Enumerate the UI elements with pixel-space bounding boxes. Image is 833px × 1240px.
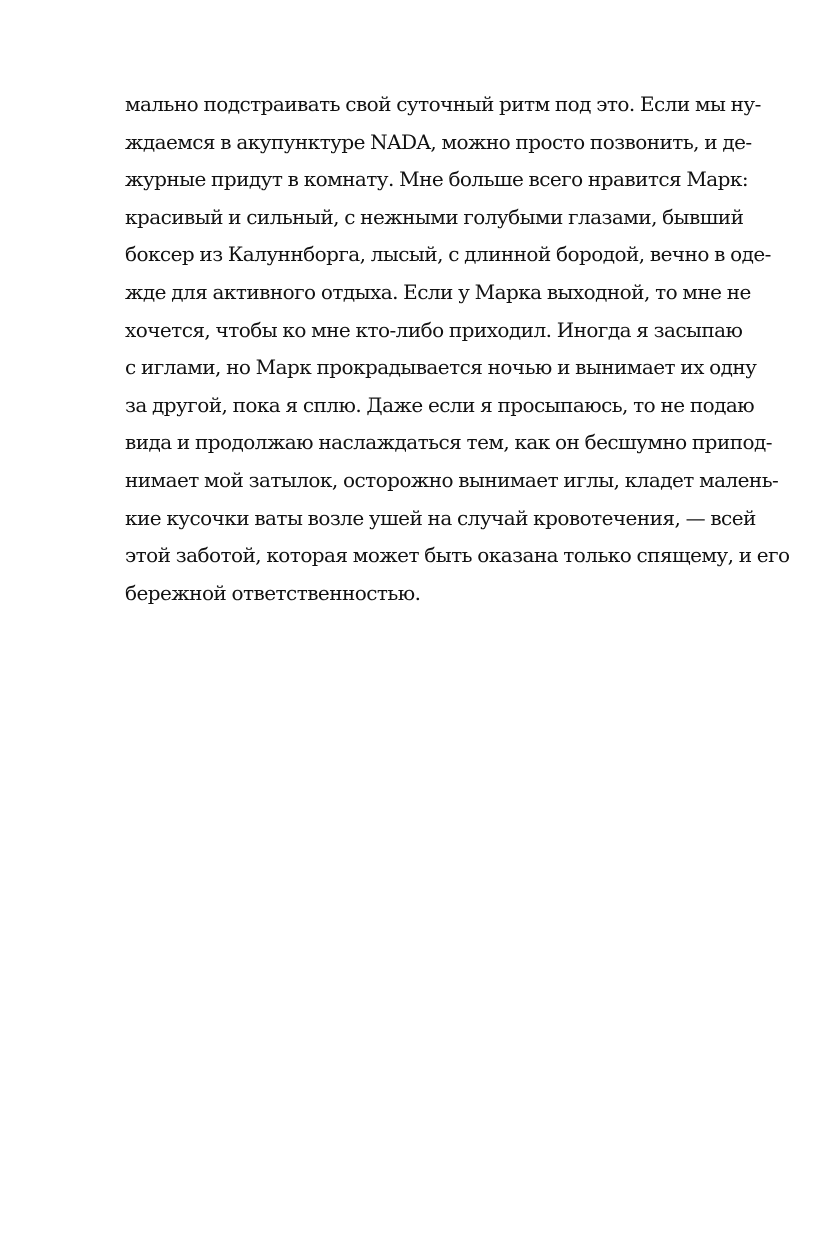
text-line: боксер из Калуннборга, лысый, с длинной бородой, вечно в оде-	[125, 242, 771, 267]
text-line: кие кусочки ваты возле ушей на случай кровотечения, — всей	[125, 505, 756, 530]
text-line: журные придут в комнату. Мне больше всего нравится Марк:	[125, 167, 749, 192]
text-line: хочется, чтобы ко мне кто-либо приходил. Иногда я засыпаю	[125, 317, 743, 342]
text-line: ждаемся в акупунктуре NADA, можно просто позвонить, и де-	[125, 129, 752, 154]
text-line: вида и продолжаю наслаждаться тем, как он бесшумно припод-	[125, 430, 772, 455]
text-line: с иглами, но Марк прокрадывается ночью и вынимает их одну	[125, 355, 757, 380]
text-line: красивый и сильный, с нежными голубыми глазами, бывший	[125, 204, 744, 229]
text-line: за другой, пока я сплю. Даже если я просыпаюсь, то не подаю	[125, 392, 755, 417]
text-line-last: бережной ответственностью.	[125, 580, 421, 605]
text-line: этой заботой, которая может быть оказана только спящему, и его	[125, 543, 790, 568]
body-paragraph	[125, 86, 790, 612]
text-line: жде для активного отдыха. Если у Марка выходной, то мне не	[125, 279, 751, 304]
text-line: мально подстраивать свой суточный ритм под это. Если мы ну-	[125, 92, 761, 116]
text-line: нимает мой затылок, осторожно вынимает иглы, кладет малень-	[125, 467, 779, 492]
